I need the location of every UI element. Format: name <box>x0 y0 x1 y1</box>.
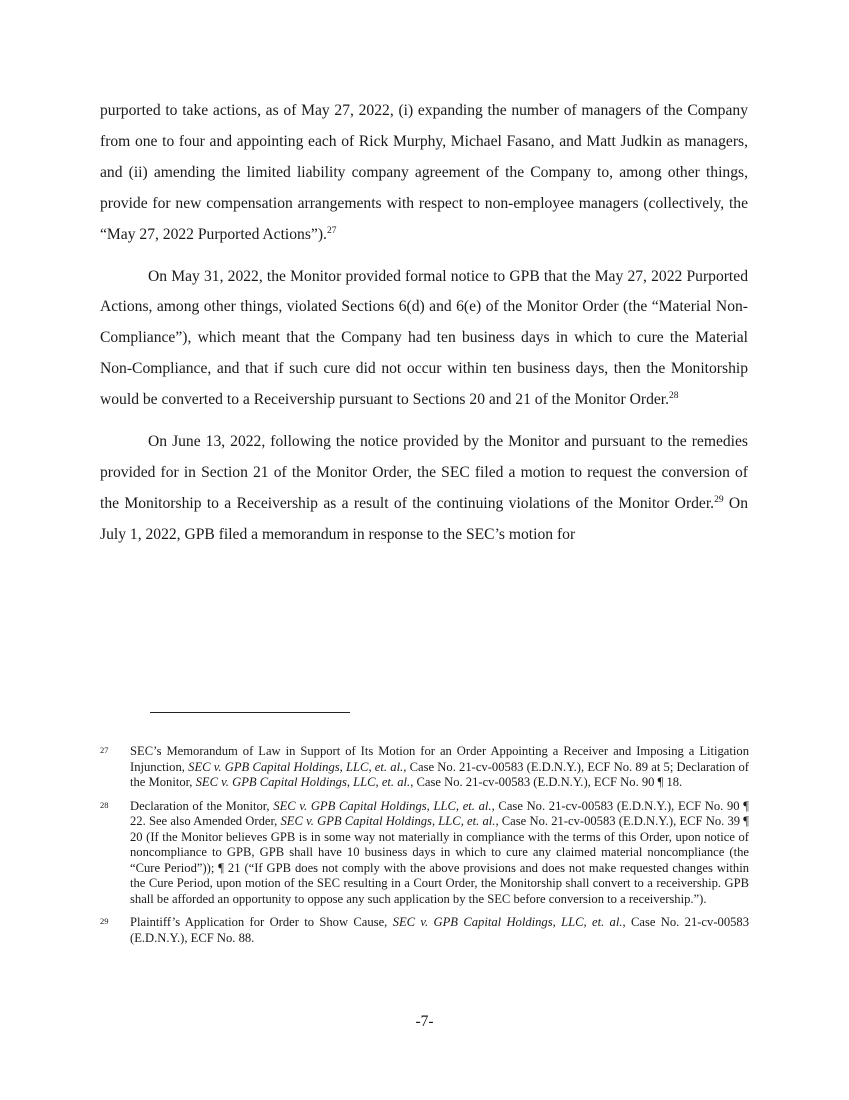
footnote-number: 28 <box>100 799 109 810</box>
paragraph-monitor-notice <box>100 262 748 417</box>
footnote-29 <box>100 915 749 946</box>
footnote-text <box>130 915 749 946</box>
case-citation: SEC v. GPB Capital Holdings, LLC, et. al. <box>273 798 492 813</box>
paragraph-sec-motion <box>100 427 748 551</box>
case-citation: SEC v. GPB Capital Holdings, LLC, et. al. <box>392 915 623 929</box>
footnote-text-part: SEC’s Memorandum of Law in Support of Its Motion for an Order Appointing a Receiver and Imposing a Litigation Injunction, <box>130 744 749 774</box>
footnote-separator <box>150 712 350 713</box>
footnote-text <box>130 799 749 908</box>
footnote-text-part: Declaration of the Monitor, <box>130 798 274 813</box>
case-citation: SEC v. GPB Capital Holdings, LLC, et. al., <box>188 759 407 774</box>
footnote-text-part: , Case No. 21-cv-00583 (E.D.N.Y.), ECF No. 88. <box>130 915 750 945</box>
footnotes <box>100 744 749 954</box>
case-citation: SEC v. GPB Capital Holdings, LLC, et. al. <box>195 775 411 789</box>
footnote-text-part: , Case No. 21-cv-00583 (E.D.N.Y.), ECF No. 90 ¶ 18. <box>410 775 683 789</box>
paragraph-continued <box>100 96 748 251</box>
footnote-text-part: Case No. 21-cv-00583 (E.D.N.Y.), ECF No. 89 at 5; Declaration of the Monitor, <box>130 759 750 789</box>
footnote-text <box>130 744 749 791</box>
paragraph-text: On May 31, 2022, the Monitor provided formal notice to GPB that the May 27, 2022 Purported Actions, among other things, violated Sections 6(d) and 6(e) of the Monitor Order (the “Material Non-Compliance”), which meant that the Company had ten business days in which to cure the Material Non-Compliance, and that if such cure did not occur within ten business days, then the Monitorship would be converted to a Receivership pursuant to Sections 20 and 21 of the Monitor Order. <box>100 267 748 409</box>
paragraph-text: purported to take actions, as of May 27, 2022, (i) expanding the number of managers of the Company from one to four and appointing each of Rick Murphy, Michael Fasano, and Matt Judkin as managers, and (ii) amending the limited liability company agreement of the Company to, among other things, provide for new compensation arrangements with respect to non-employee managers (collectively, the “May 27, 2022 Purported Actions”). <box>100 102 748 243</box>
footnote-text-part: , Case No. 21-cv-00583 (E.D.N.Y.), ECF No. 90 ¶ 22. See also Amended Order, <box>130 798 749 828</box>
footnote-27 <box>100 744 749 791</box>
footnote-number: 27 <box>100 745 109 755</box>
page-number: -7- <box>415 1013 434 1030</box>
footnote-ref-27: 27 <box>326 225 337 236</box>
case-citation: SEC v. GPB Capital Holdings, LLC, et. al. <box>280 814 496 828</box>
paragraph-text: On June 13, 2022, following the notice provided by the Monitor and pursuant to the remedies provided for in Section 21 of the Monitor Order, the SEC filed a motion to request the conversion of the Monitorship to a Receivership as a result of the continuing violations of the Monitor Order. <box>100 433 748 512</box>
body-text <box>100 96 748 551</box>
paragraph-text-cont: On July 1, 2022, GPB filed a memorandum in response to the SEC’s motion for <box>100 494 748 543</box>
footnote-text-part: , Case No. 21-cv-00583 (E.D.N.Y.), ECF No. 39 ¶ 20 (If the Monitor believes GPB is in some way not materially in compliance with the terms of this Order, upon notice of noncompliance to GPB, GPB shall have 10 business days in which to cure any claimed material noncompliance (the “Cure Period”)); ¶ 21 (“If GPB does not comply with the above provisions and does not make requested changes within the Cure Period, upon motion of the SEC resulting in a Court Order, the Monitorship shall convert to a receivership. GPB shall be afforded an opportunity to oppose any such application by the SEC before conversion to a receivership.”). <box>130 814 749 906</box>
footnote-number: 29 <box>100 916 109 926</box>
footnote-28 <box>100 799 749 908</box>
footnote-ref-29: 29 <box>714 494 724 505</box>
footnote-text-part: Plaintiff’s Application for Order to Show Cause, <box>130 915 393 929</box>
footnote-ref-28: 28 <box>669 391 679 402</box>
